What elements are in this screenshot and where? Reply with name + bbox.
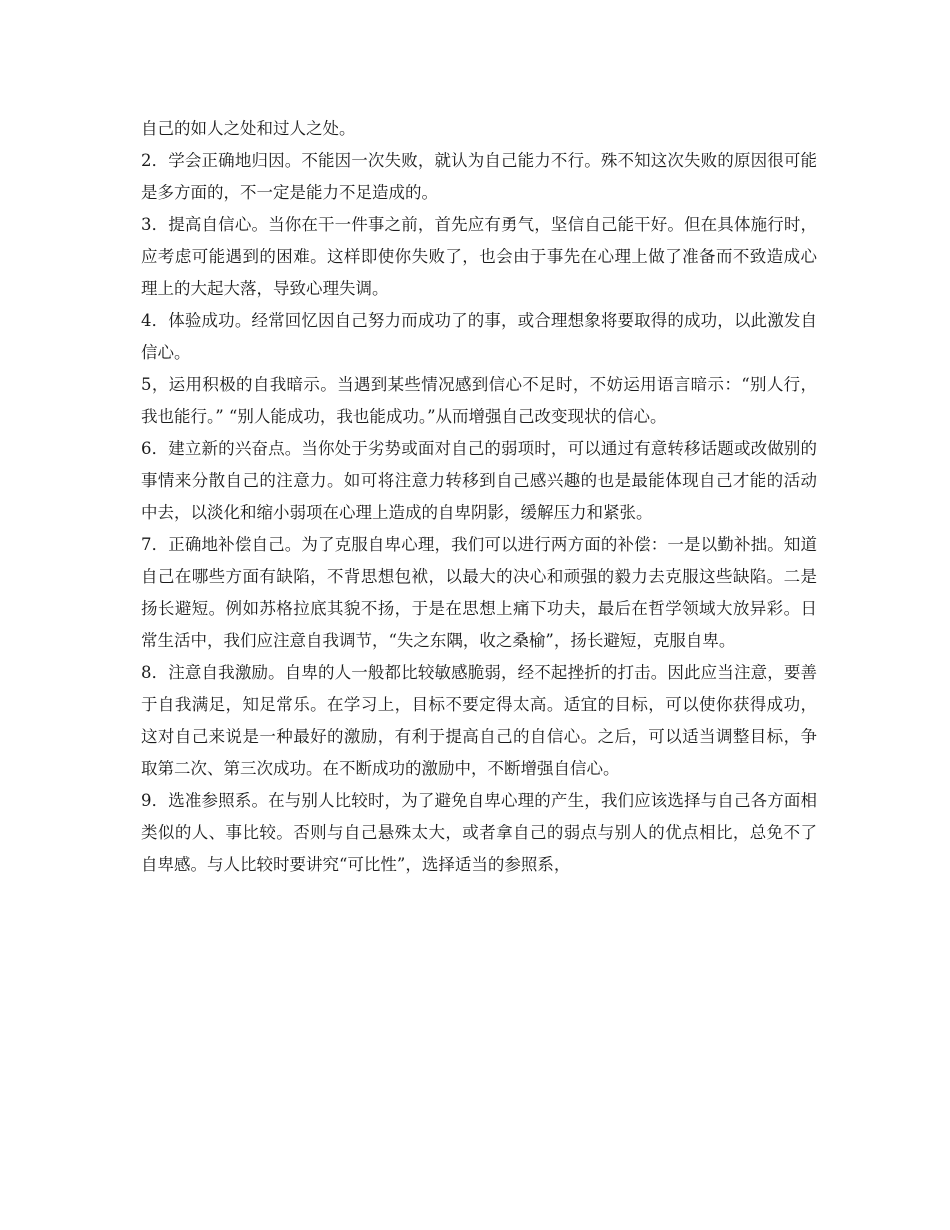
paragraph-item-2: 2．学会正确地归因。不能因一次失败，就认为自己能力不行。殊不知这次失败的原因很可能是多方面的，不一定是能力不足造成的。 xyxy=(141,151,817,202)
paragraph-continuation: 自己的如人之处和过人之处。 xyxy=(141,119,356,138)
paragraph-item-7: 7．正确地补偿自己。为了克服自卑心理，我们可以进行两方面的补偿：一是以勤补拙。知道自己在哪些方面有缺陷，不背思想包袱，以最大的决心和顽强的毅力去克服这些缺陷。二是扬长避短。例如苏格拉底其貌不扬，于是在思想上痛下功夫，最后在哲学领域大放异彩。日常生活中，我们应注意自我调节，“失之东隅，收之桑榆”，扬长避短，克服自卑。 xyxy=(141,535,817,650)
paragraph-item-6: 6．建立新的兴奋点。当你处于劣势或面对自己的弱项时，可以通过有意转移话题或改做别的事情来分散自己的注意力。如可将注意力转移到自己感兴趣的也是最能体现自己才能的活动中去，以淡化和缩小弱项在心理上造成的自卑阴影，缓解压力和紧张。 xyxy=(141,439,817,522)
paragraph-item-9: 9．选准参照系。在与别人比较时，为了避免自卑心理的产生，我们应该选择与自己各方面相类似的人、事比较。否则与自己悬殊太大，或者拿自己的弱点与别人的优点相比，总免不了自卑感。与人比较时要讲究“可比性”，选择适当的参照系， xyxy=(141,791,817,874)
document-body xyxy=(141,113,817,881)
paragraph-item-4: 4．体验成功。经常回忆因自己努力而成功了的事，或合理想象将要取得的成功，以此激发自信心。 xyxy=(141,311,817,362)
paragraph-item-3: 3．提高自信心。当你在干一件事之前，首先应有勇气，坚信自己能干好。但在具体施行时，应考虑可能遇到的困难。这样即使你失败了，也会由于事先在心理上做了准备而不致造成心理上的大起大落，导致心理失调。 xyxy=(141,215,817,298)
paragraph-item-8: 8．注意自我激励。自卑的人一般都比较敏感脆弱，经不起挫折的打击。因此应当注意，要善于自我满足，知足常乐。在学习上，目标不要定得太高。适宜的目标，可以使你获得成功，这对自己来说是一种最好的激励，有利于提高自己的自信心。之后，可以适当调整目标，争取第二次、第三次成功。在不断成功的激励中，不断增强自信心。 xyxy=(141,663,817,778)
paragraph-item-5: 5，运用积极的自我暗示。当遇到某些情况感到信心不足时，不妨运用语言暗示：“别人行，我也能行。” “别人能成功，我也能成功。”从而增强自己改变现状的信心。 xyxy=(141,375,817,426)
